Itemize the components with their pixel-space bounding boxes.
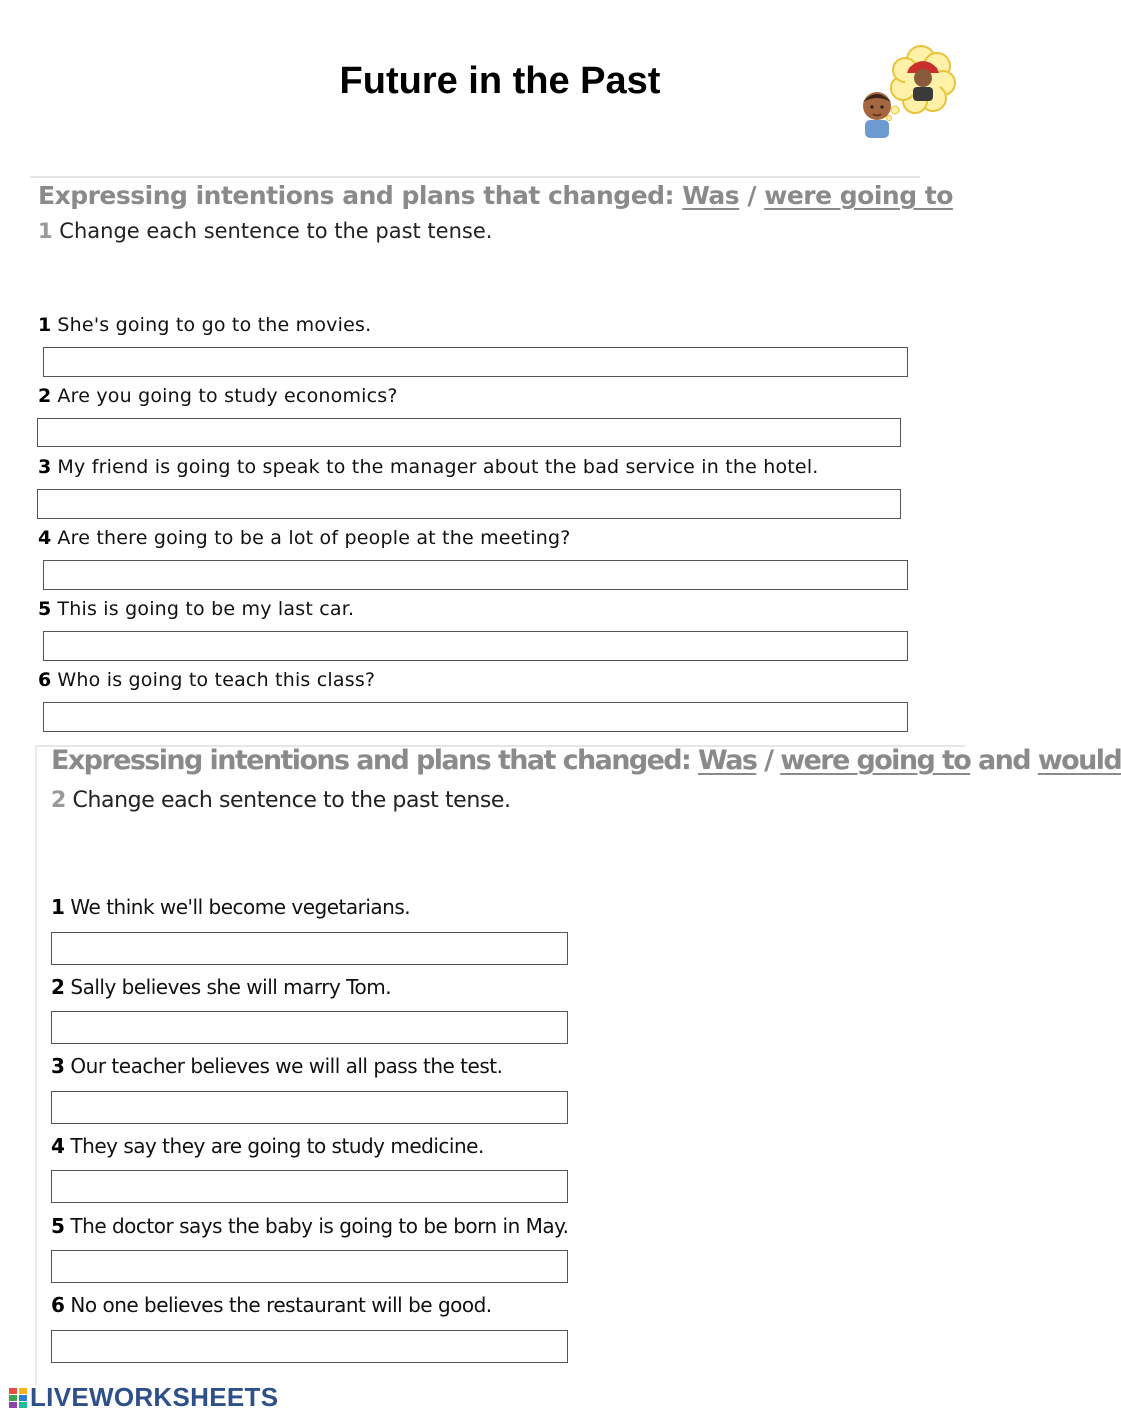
would-link: would [1037, 745, 1121, 776]
question-text: 4 They say they are going to study medicine. [51, 1134, 484, 1158]
were-going-to-link: were going to [764, 181, 953, 210]
section-2-heading: Expressing intentions and plans that changed: Was / were going to and would [51, 745, 1121, 776]
answer-field-2-6[interactable] [51, 1330, 568, 1363]
answer-field-1-1[interactable] [43, 347, 908, 377]
liveworksheets-logo-icon [8, 1386, 28, 1410]
question-text: 1 She's going to go to the movies. [38, 314, 372, 336]
section-divider [30, 176, 920, 178]
answer-field-1-2[interactable] [37, 418, 901, 447]
liveworksheets-logo: LIVEWORKSHEETS [8, 1382, 278, 1413]
was-link: Was [698, 745, 757, 776]
answer-field-2-2[interactable] [51, 1011, 568, 1044]
question-text: 1 We think we'll become vegetarians. [51, 895, 411, 919]
answer-field-2-1[interactable] [51, 932, 568, 965]
answer-field-2-3[interactable] [51, 1091, 568, 1124]
section-border [35, 745, 37, 1385]
question-text: 2 Sally believes she will marry Tom. [51, 975, 392, 999]
question-text: 2 Are you going to study economics? [38, 385, 398, 407]
section-2-instruction: 2 Change each sentence to the past tense. [51, 788, 511, 813]
were-going-to-link: were going to [780, 745, 971, 776]
was-link: Was [682, 181, 740, 210]
question-text: 3 Our teacher believes we will all pass the test. [51, 1054, 503, 1078]
question-text: 5 The doctor says the baby is going to be born in May. [51, 1214, 569, 1238]
page-title: Future in the Past [339, 60, 661, 102]
section-1-heading: Expressing intentions and plans that changed: Was / were going to [38, 181, 953, 210]
section-1-instruction: 1 Change each sentence to the past tense. [38, 219, 493, 243]
answer-field-1-6[interactable] [43, 702, 908, 732]
question-text: 6 Who is going to teach this class? [38, 669, 376, 691]
answer-field-2-4[interactable] [51, 1170, 568, 1203]
answer-field-1-4[interactable] [43, 560, 908, 590]
answer-field-1-5[interactable] [43, 631, 908, 661]
thinking-boy-illustration [855, 38, 960, 143]
question-text: 3 My friend is going to speak to the manager about the bad service in the hotel. [38, 456, 819, 478]
question-text: 6 No one believes the restaurant will be good. [51, 1293, 492, 1317]
answer-field-1-3[interactable] [37, 489, 901, 519]
question-text: 5 This is going to be my last car. [38, 598, 355, 620]
answer-field-2-5[interactable] [51, 1250, 568, 1283]
question-text: 4 Are there going to be a lot of people at the meeting? [38, 527, 571, 549]
